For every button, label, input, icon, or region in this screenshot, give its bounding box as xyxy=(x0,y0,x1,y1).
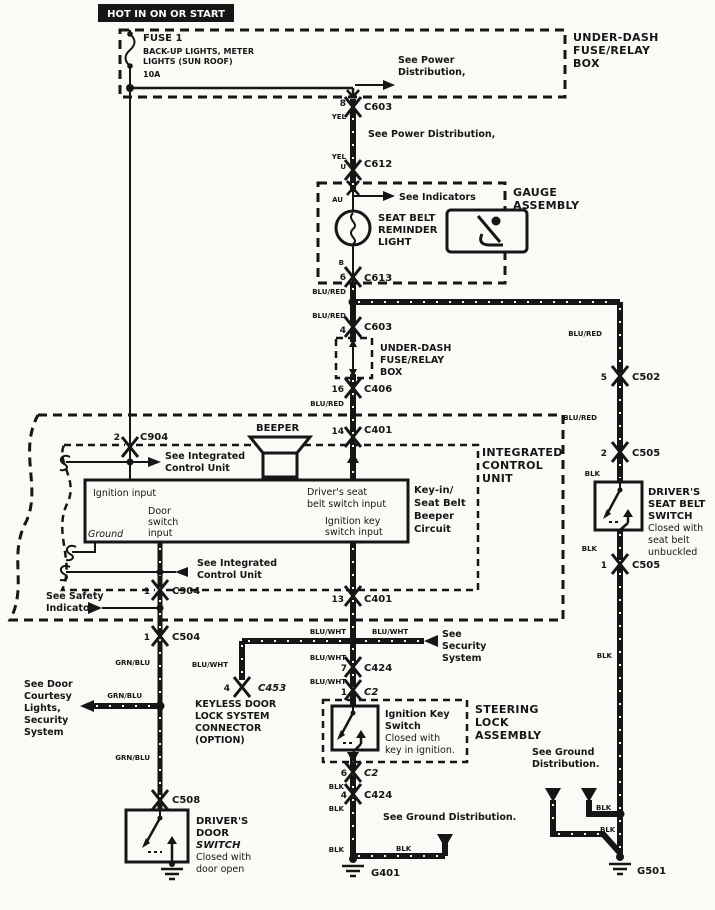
icu-key-input-2: switch input xyxy=(325,527,383,538)
belt-switch-label-4: Closed with xyxy=(648,523,704,534)
keyless-label-2: LOCK SYSTEM xyxy=(195,711,270,722)
pin-1d: 1 xyxy=(600,561,607,571)
see-ground-center: See Ground Distribution. xyxy=(383,812,517,823)
beeper-circuit-label-3: Beeper xyxy=(414,511,455,522)
wire-blured-4: BLU/RED xyxy=(568,330,602,338)
pin-2a: 2 xyxy=(113,433,120,443)
connector-label-c603b: C603 xyxy=(364,322,393,333)
door-switch-label-2: DOOR xyxy=(196,828,230,839)
underdash-box-label-2: FUSE/RELAY xyxy=(573,44,651,57)
wire-grnblu-1: GRN/BLU xyxy=(115,659,150,667)
pin-16: 16 xyxy=(331,385,344,395)
underdash-small-label-2: FUSE/RELAY xyxy=(380,355,445,366)
door-switch-label-5: door open xyxy=(196,864,245,875)
wire-blk-6: BLK xyxy=(581,545,597,553)
gauge-assembly-label-1: GAUGE xyxy=(513,186,558,199)
connector-label-c2: C2 xyxy=(364,687,379,698)
pin-6: 6 xyxy=(339,273,346,283)
icu-ground: Ground xyxy=(88,529,124,540)
beeper-circuit-label-1: Key-in/ xyxy=(414,485,454,496)
keyless-label-1: KEYLESS DOOR xyxy=(195,699,277,710)
ground-g501-symbol xyxy=(609,853,631,874)
pin-7: 7 xyxy=(340,664,347,674)
wire-bluwht-1: BLU/WHT xyxy=(309,628,346,636)
see-door-courtesy-5: System xyxy=(24,727,64,738)
steering-label-1: STEERING xyxy=(475,703,539,716)
pin-u: U xyxy=(340,163,346,171)
wire-blk-4: BLK xyxy=(396,845,412,853)
wire-yel-1: YEL xyxy=(331,113,346,121)
see-ground-right-1: See Ground xyxy=(532,747,595,758)
ignition-key-switch-1: Ignition Key xyxy=(385,709,450,720)
pin-13: 13 xyxy=(331,595,344,605)
ignition-key-switch-3: Closed with xyxy=(385,733,441,744)
pin-14: 14 xyxy=(331,427,344,437)
wire-blured-1: BLU/RED xyxy=(312,288,346,296)
ground-label-g401: G401 xyxy=(371,868,401,879)
underdash-box-label-3: BOX xyxy=(573,57,600,70)
wire-blured-2: BLU/RED xyxy=(312,312,346,320)
beeper-circuit-label-4: Circuit xyxy=(414,524,451,535)
belt-switch-label-1: DRIVER'S xyxy=(648,487,701,498)
wire-bluwht-4: BLU/WHT xyxy=(309,678,346,686)
ignition-key-switch-symbol xyxy=(332,706,378,752)
pin-2b: 2 xyxy=(600,449,607,459)
see-ground-right-2: Distribution. xyxy=(532,759,600,770)
pin-4k: 4 xyxy=(223,684,230,694)
wire-blk-7: BLK xyxy=(596,652,612,660)
pin-4a: 4 xyxy=(339,326,346,336)
underdash-small-label-1: UNDER-DASH xyxy=(380,343,452,354)
wire-yel-2: YEL xyxy=(331,153,346,161)
ground-label-g501: G501 xyxy=(637,866,667,877)
pin-1a: 1 xyxy=(143,587,150,597)
see-security-3: System xyxy=(442,653,482,664)
pin-1b: 1 xyxy=(143,633,150,643)
ignition-key-switch-4: key in ignition. xyxy=(385,745,455,756)
door-switch-label-4: Closed with xyxy=(196,852,252,863)
see-door-courtesy-3: Lights, xyxy=(24,703,61,714)
belt-switch-label-3: SWITCH xyxy=(648,511,693,522)
drivers-seat-belt-switch-symbol xyxy=(595,482,642,530)
wire-blured-5: BLU/RED xyxy=(563,414,597,422)
wire-blk-2: BLK xyxy=(328,805,344,813)
connector-label-c502: C502 xyxy=(632,372,661,383)
see-power-distribution-1a: See Power xyxy=(398,55,455,66)
see-door-courtesy-1: See Door xyxy=(24,679,73,690)
see-power-distribution-1b: Distribution, xyxy=(398,67,466,78)
connector-label-c424: C424 xyxy=(364,663,393,674)
wire-blk-3: BLK xyxy=(328,846,344,854)
wire-bluwht-3: BLU/WHT xyxy=(309,654,346,662)
connector-label-c2b: C2 xyxy=(364,768,379,779)
connector-label-c612: C612 xyxy=(364,159,393,170)
wire-blk-1: BLK xyxy=(328,783,344,791)
keyless-label-3: CONNECTOR xyxy=(195,723,262,734)
connector-label-c603: C603 xyxy=(364,102,393,113)
fuse-rating: 10A xyxy=(143,70,161,79)
see-power-distribution-2: See Power Distribution, xyxy=(368,129,496,140)
connector-label-c424b: C424 xyxy=(364,790,393,801)
connector-label-c904b: C904 xyxy=(172,586,201,597)
icu-door-switch-1: Door xyxy=(148,506,171,517)
reminder-light-label-2: REMINDER xyxy=(378,225,438,236)
connector-label-c406: C406 xyxy=(364,384,393,395)
connector-label-c904: C904 xyxy=(140,432,169,443)
beeper-circuit-label-2: Seat Belt xyxy=(414,498,466,509)
wire-grnblu-2: GRN/BLU xyxy=(107,692,142,700)
connector-label-c453: C453 xyxy=(258,683,287,694)
reminder-light-label-3: LIGHT xyxy=(378,237,412,248)
wire-bluwht-5: BLU/WHT xyxy=(191,661,228,669)
door-switch-ground-symbol xyxy=(161,861,183,879)
connector-label-c505a: C505 xyxy=(632,448,661,459)
beeper-symbol xyxy=(250,437,310,477)
connector-label-c401: C401 xyxy=(364,425,393,436)
fuse-name: FUSE 1 xyxy=(143,33,183,44)
pin-5: 5 xyxy=(600,373,607,383)
see-icu-2a: See Integrated xyxy=(197,558,277,569)
belt-switch-label-2: SEAT BELT xyxy=(648,499,706,510)
seat-belt-indicator-icon xyxy=(447,210,527,252)
see-door-courtesy-2: Courtesy xyxy=(24,691,72,702)
connector-label-c508: C508 xyxy=(172,795,201,806)
gauge-assembly-label-2: ASSEMBLY xyxy=(513,199,580,212)
icu-belt-input-1: Driver's seat xyxy=(307,487,368,498)
wire-grnblu-3: GRN/BLU xyxy=(115,754,150,762)
belt-switch-label-6: unbuckled xyxy=(648,547,698,558)
pin-4b: 4 xyxy=(340,791,347,801)
see-door-courtesy-4: Security xyxy=(24,715,69,726)
see-icu-2b: Control Unit xyxy=(197,570,262,581)
icu-door-switch-2: switch xyxy=(148,517,179,528)
door-switch-label-1: DRIVER'S xyxy=(196,816,249,827)
pin-6b: 6 xyxy=(340,769,347,779)
keyless-label-4: (OPTION) xyxy=(195,735,245,746)
icu-label-1: INTEGRATED xyxy=(482,446,563,459)
reminder-light-label-1: SEAT BELT xyxy=(378,213,436,224)
drivers-door-switch-symbol xyxy=(126,810,188,862)
wire-bluwht-2: BLU/WHT xyxy=(372,628,409,636)
steering-label-2: LOCK xyxy=(475,716,509,729)
see-safety-2: Indicator xyxy=(46,603,95,614)
connector-label-c613: C613 xyxy=(364,273,393,284)
connector-label-c504: C504 xyxy=(172,632,201,643)
icu-belt-input-2: belt switch input xyxy=(307,499,387,510)
seat-belt-reminder-lamp-symbol xyxy=(336,211,370,245)
pin-au: AU xyxy=(332,196,343,204)
fuse-desc-2: LIGHTS (SUN ROOF) xyxy=(143,57,233,66)
underdash-small-label-3: BOX xyxy=(380,367,403,378)
door-switch-label-3: SWITCH xyxy=(196,840,241,851)
icu-door-switch-3: input xyxy=(148,528,173,539)
pin-8: 8 xyxy=(339,99,346,109)
pin-1c: 1 xyxy=(340,688,347,698)
see-security-1: See xyxy=(442,629,462,640)
wire-blured-3: BLU/RED xyxy=(310,400,344,408)
belt-switch-label-5: seat belt xyxy=(648,535,690,546)
ignition-key-switch-2: Switch xyxy=(385,721,421,732)
fuse-1-symbol xyxy=(126,31,135,69)
banner-label: HOT IN ON OR START xyxy=(107,9,225,20)
steering-label-3: ASSEMBLY xyxy=(475,729,542,742)
see-icu-1b: Control Unit xyxy=(165,463,230,474)
wire-blk-8: BLK xyxy=(596,804,612,812)
wire-blk-5: BLK xyxy=(584,470,600,478)
see-security-2: Security xyxy=(442,641,487,652)
icu-label-2: CONTROL xyxy=(482,459,544,472)
pin-b: B xyxy=(338,259,344,267)
icu-label-3: UNIT xyxy=(482,472,513,485)
see-safety-1: See Safety xyxy=(46,591,104,602)
icu-ignition-input: Ignition input xyxy=(93,488,157,499)
underdash-box-label-1: UNDER-DASH xyxy=(573,31,659,44)
wire-blk-9: BLK xyxy=(600,826,616,834)
hot-in-on-or-start-banner xyxy=(98,4,234,22)
fuse-desc-1: BACK-UP LIGHTS, METER xyxy=(143,47,255,56)
connector-label-c401b: C401 xyxy=(364,594,393,605)
icu-key-input-1: Ignition key xyxy=(325,516,381,527)
see-icu-1a: See Integrated xyxy=(165,451,245,462)
beeper-label: BEEPER xyxy=(256,423,300,434)
connector-label-c505b: C505 xyxy=(632,560,661,571)
see-indicators: See Indicators xyxy=(399,192,476,203)
